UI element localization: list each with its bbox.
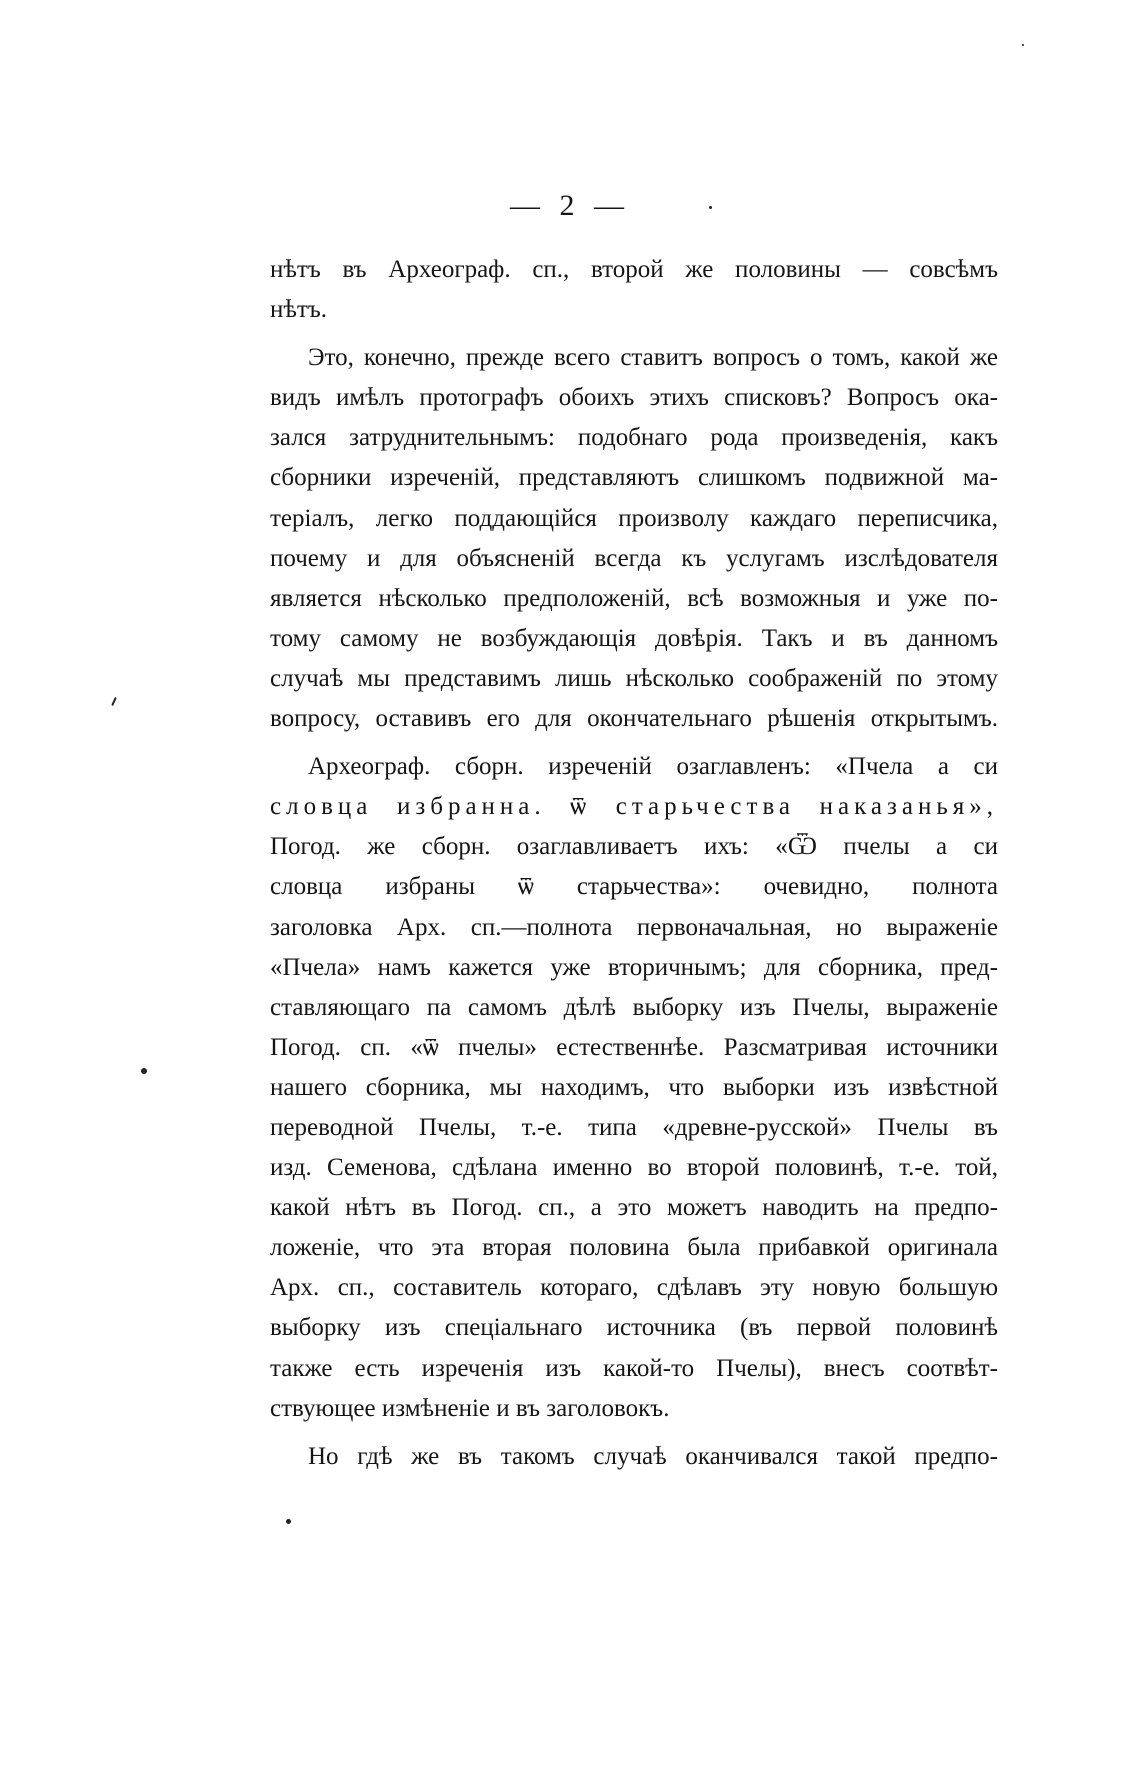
scan-speck: [141, 1068, 147, 1074]
text-line: нѣтъ въ Археограф. сп., второй же половины — совсѣмъ: [270, 256, 998, 283]
text-line: вопросу, оставивъ его для окончательнаго рѣшенія открытымъ.: [270, 705, 998, 733]
text-line: Погод. сп. «ѿ пчелы» естественнѣе. Разсматривая источники: [270, 1033, 998, 1061]
paragraph-4: [270, 1437, 998, 1477]
text-line: ставляющаго па самомъ дѣлѣ выборку изъ Пчелы, выраженіе: [270, 993, 998, 1021]
paragraph-2: [270, 338, 998, 739]
page-number: — 2 —: [510, 189, 630, 222]
text-line: нѣтъ.: [270, 296, 328, 324]
body-text: [270, 250, 998, 1477]
text-line: зался затруднительнымъ: подобнаго рода произведенія, какъ: [270, 424, 998, 452]
scan-speck: [286, 1519, 291, 1524]
text-line: Арх. сп., составитель котораго, сдѣлавъ эту новую большую: [270, 1274, 998, 1302]
text-line: видъ имѣлъ протографъ обоихъ этихъ списковъ? Вопросъ ока-: [270, 384, 998, 412]
text-line: сборники изреченій, представляютъ слишкомъ подвижной ма-: [270, 464, 998, 492]
text-line: почему и для объясненій всегда къ услугамъ изслѣдователя: [270, 544, 998, 572]
text-line: какой нѣтъ въ Погод. сп., а это можетъ наводить на предпо-: [270, 1194, 998, 1222]
paragraph-3: [270, 747, 998, 1429]
text-line: Но гдѣ же въ такомъ случаѣ оканчивался такой предпо-: [308, 1442, 998, 1470]
text-line: выборку изъ спеціальнаго источника (въ первой половинѣ: [270, 1314, 998, 1342]
text-line: Это, конечно, прежде всего ставитъ вопросъ о томъ, какой же: [308, 344, 998, 372]
text-line: словца избраны ѿ старьчества»: очевидно, полнота: [270, 873, 998, 901]
text-line: изд. Семенова, сдѣлана именно во второй половинѣ, т.-е. той,: [270, 1154, 998, 1182]
scan-speck: [709, 206, 712, 209]
text-line: ствующее измѣненіе и въ заголовокъ.: [270, 1394, 670, 1422]
text-line: также есть изреченія изъ какой-то Пчелы), внесъ соотвѣт-: [270, 1354, 998, 1382]
text-line: нашего сборника, мы находимъ, что выборки изъ извѣстной: [270, 1073, 998, 1101]
scan-speck: [111, 697, 117, 706]
text-line: является нѣсколько предположеній, всѣ возможныя и уже по-: [270, 584, 998, 612]
text-line: словца избранна. ѿ старьчества наказанья»,: [270, 793, 998, 821]
text-line: теріалъ, легко поддающійся произволу каждаго переписчика,: [270, 504, 998, 532]
scan-speck: [1022, 44, 1024, 46]
text-line: ложеніе, что эта вторая половина была прибавкой оригинала: [270, 1234, 998, 1262]
text-line: Археограф. сборн. изреченій озаглавленъ: «Пчела а си: [308, 753, 998, 781]
text-line: тому самому не возбуждающія довѣрія. Такъ и въ данномъ: [270, 624, 998, 652]
text-line: Погод. же сборн. озаглавливаетъ ихъ: «Ѿ пчелы а си: [270, 833, 998, 861]
text-line: переводной Пчелы, т.-е. типа «древне-русской» Пчелы въ: [270, 1113, 998, 1141]
text-line: «Пчела» намъ кажется уже вторичнымъ; для сборника, пред-: [270, 953, 998, 981]
text-line: заголовка Арх. сп.—полнота первоначальная, но выраженіе: [270, 913, 998, 941]
text-line: случаѣ мы представимъ лишь нѣсколько соображеній по этому: [270, 664, 998, 692]
paragraph-1: [270, 250, 998, 330]
